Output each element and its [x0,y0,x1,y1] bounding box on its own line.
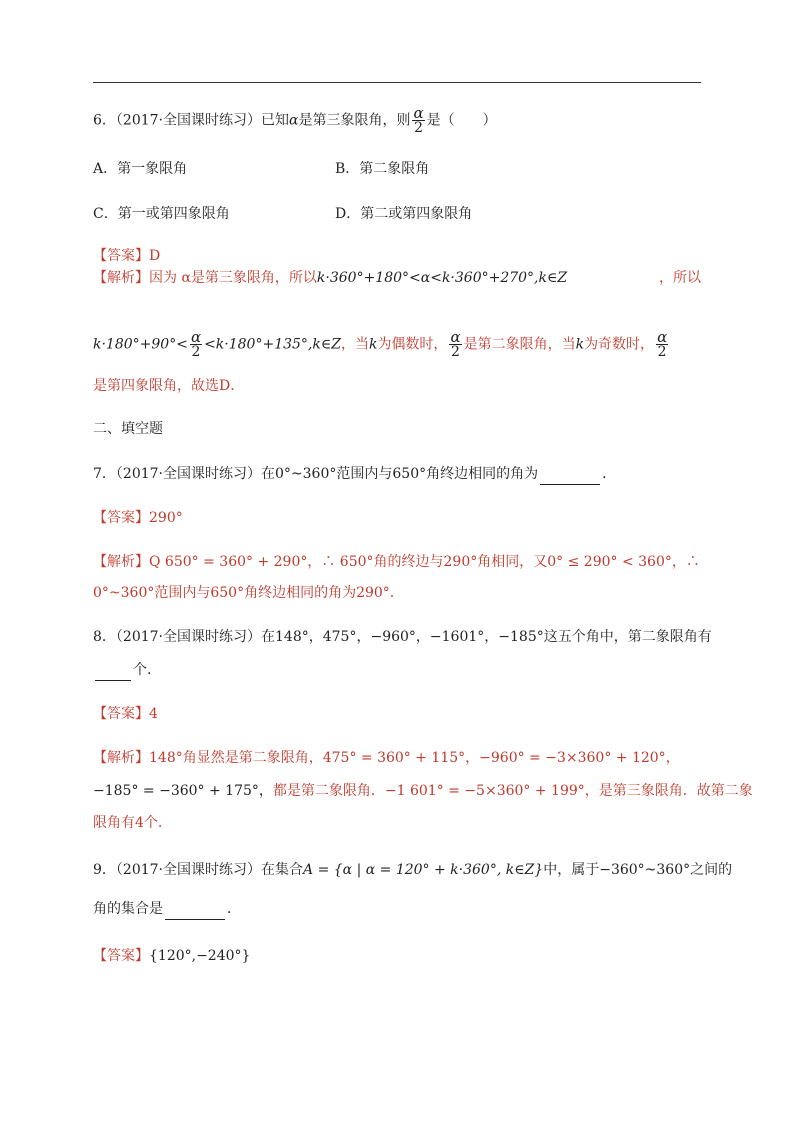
q8-stem-line2: 个. [93,660,151,681]
q9-blank[interactable] [165,899,225,920]
q6-answer: 【答案】D [93,248,161,264]
q8-analysis-line1: 【解析】148°角显然是第二象限角，475° = 360° + 115°，−960° = −3×360° + 120°， [93,750,680,766]
q8-stem-line1: 8．（2017·全国课时练习）在148°，475°，−960°，−1601°，−185°这五个角中，第二象限角有 [93,629,712,645]
q8-analysis-line3: 限角有4个. [93,815,163,831]
q6-analysis-fraction-2: $\frac{\alpha}{2}$ [450,328,461,360]
q6-option-a[interactable]: A．第一象限角 [93,161,188,177]
q6-fraction: $\frac{\alpha}{2}$ [413,104,424,136]
q8-analysis-line2: −185° = −360° + 175°，都是第二象限角．−1 601° = −5×360° + 199°，是第三象限角．故第二象 [93,783,753,799]
q6-analysis-fraction-1: $\frac{\alpha}{2}$ [190,328,202,360]
q6-analysis-line1: 【解析】因为 α是第三象限角，所以k·360°+180°<α<k·360°+270°,k∈Z ，所以 [93,270,701,286]
q7-analysis-line2: 0°~360°范围内与650°角终边相同的角为290°. [93,585,395,601]
header-rule [93,82,701,83]
q9-stem-line2: 角的集合是 ． [93,899,241,920]
section-title: 二、填空题 [93,421,163,437]
q8-answer: 【答案】4 [93,706,158,722]
q7-answer: 【答案】290° [93,510,183,526]
q6-analysis-line3: 是第四象限角，故选D． [93,378,245,394]
q6-stem: 6．（2017·全国课时练习）已知α是第三象限角，则 $\frac{\alpha}{2}$ 是（ ） [93,104,497,136]
q7-stem: 7．（2017·全国课时练习）在0°~360°范围内与650°角终边相同的角为 ． [93,464,616,485]
q9-stem-line1: 9．（2017·全国课时练习）在集合A = {α | α = 120° + k·360°, k∈Z}中，属于−360°~360°之间的 [93,862,733,878]
q6-analysis-line2: k·180°+90°< $\frac{\alpha}{2}$ <k·180°+135°,k∈Z，当k为偶数时， $\frac{\alpha}{2}$ 是第二象限角，当k为奇数时， $\frac{\alpha}{2}$ [93,328,668,360]
q7-blank[interactable] [540,464,600,485]
q6-option-b[interactable]: B．第二象限角 [335,161,430,177]
q6-option-d[interactable]: D．第二或第四象限角 [335,206,473,222]
q6-option-c[interactable]: C．第一或第四象限角 [93,206,230,222]
q6-analysis-fraction-3: $\frac{\alpha}{2}$ [657,328,668,360]
q9-answer: 【答案】{120°,−240°} [93,948,251,964]
q7-analysis-line1: 【解析】Q 650° = 360° + 290°，∴ 650°角的终边与290°角相同，又0° ≤ 290° < 360°，∴ [93,554,700,570]
q8-blank[interactable] [95,660,131,681]
